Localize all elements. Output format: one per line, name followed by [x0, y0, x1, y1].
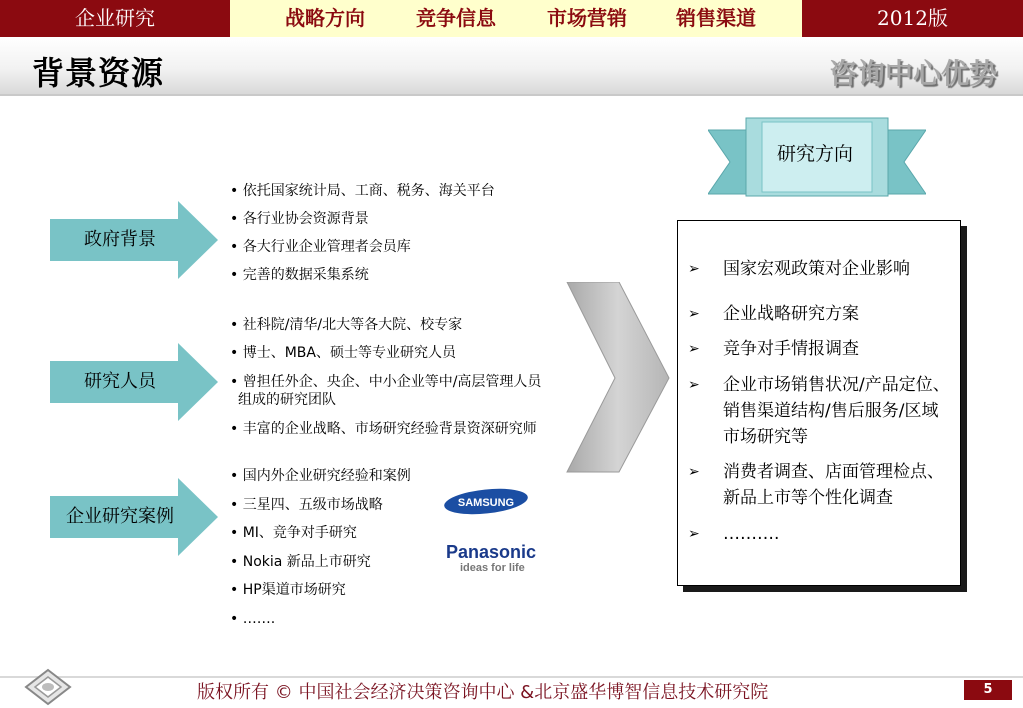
arrow-bullet-icon: ➢	[688, 464, 700, 480]
bullet-item: • Nokia 新品上市研究	[230, 554, 371, 570]
page-subtitle: 咨询中心优势	[828, 57, 997, 90]
company-logo-icon	[24, 668, 72, 706]
bullet-item-continuation: 组成的研究团队	[238, 392, 336, 408]
nav-menu	[230, 0, 802, 37]
edition-label: 2012版	[877, 6, 948, 30]
bullet-item: • 依托国家统计局、工商、税务、海关平台	[230, 183, 495, 199]
arrow-bullet-icon: ➢	[688, 261, 700, 277]
nav-item-sales-channel[interactable]: 销售渠道	[676, 6, 756, 30]
bullet-item: • HP渠道市场研究	[230, 582, 346, 598]
bullet-item: • 各大行业企业管理者会员库	[230, 239, 411, 255]
arrow-bullet-icon: ➢	[688, 306, 700, 322]
bullet-item: • 各行业协会资源背景	[230, 211, 369, 227]
category-label: 政府背景	[84, 229, 156, 250]
page-title: 背景资源	[32, 54, 165, 92]
arrow-bullet-icon: ➢	[688, 341, 700, 357]
bullet-item: • 博士、MBA、硕士等专业研究人员	[230, 345, 456, 361]
nav-item-marketing[interactable]: 市场营销	[547, 6, 627, 30]
panasonic-tagline: ideas for life	[460, 562, 525, 574]
page-number-badge: 5	[964, 680, 1012, 700]
bullet-item: • 曾担任外企、央企、中小企业等中/高层管理人员	[230, 374, 542, 390]
bullet-item: • MI、竞争对手研究	[230, 525, 357, 541]
category-arrow-cases	[50, 478, 218, 556]
nav-item-competition[interactable]: 竞争信息	[416, 6, 496, 30]
category-label: 研究人员	[84, 371, 156, 392]
bullet-item: • …….	[230, 611, 276, 627]
panasonic-logo: Panasonic	[446, 542, 537, 562]
nav-item-strategy[interactable]: 战略方向	[285, 6, 365, 30]
category-arrow-government	[50, 201, 218, 279]
top-left-label: 企业研究	[75, 6, 155, 30]
bullet-item: • 社科院/清华/北大等各大院、校专家	[230, 317, 463, 333]
arrow-bullet-icon: ➢	[688, 377, 700, 393]
samsung-logo-text: SAMSUNG	[457, 497, 515, 509]
bullet-item: • 丰富的企业战略、市场研究经验背景资深研究师	[230, 421, 537, 437]
research-box: ➢ 国家宏观政策对企业影响 ➢ 企业战略研究方案 ➢ 竞争对手情报调查 ➢ 企业市场销售状况/产品定位、 销售渠道结构/售后服务/区域 市场研究等 ➢ 消费者调查、店面管理检点、 新品上市等个性化调查 ➢ ……….	[677, 220, 961, 586]
chevron-right-icon	[565, 282, 671, 474]
arrow-bullet-icon: ➢	[688, 526, 700, 542]
copyright-text: 版权所有 © 中国社会经济决策咨询中心 &北京盛华博智信息技术研究院	[197, 682, 769, 703]
research-direction-title: 研究方向	[776, 143, 853, 165]
samsung-logo	[443, 488, 529, 515]
bullet-item: • 国内外企业研究经验和案例	[230, 468, 411, 484]
category-arrow-researchers	[50, 343, 218, 421]
category-label: 企业研究案例	[66, 506, 174, 527]
bullet-item: • 完善的数据采集系统	[230, 267, 369, 283]
samsung-logo-icon	[443, 488, 529, 515]
bullet-item: • 三星四、五级市场战略	[230, 497, 383, 513]
